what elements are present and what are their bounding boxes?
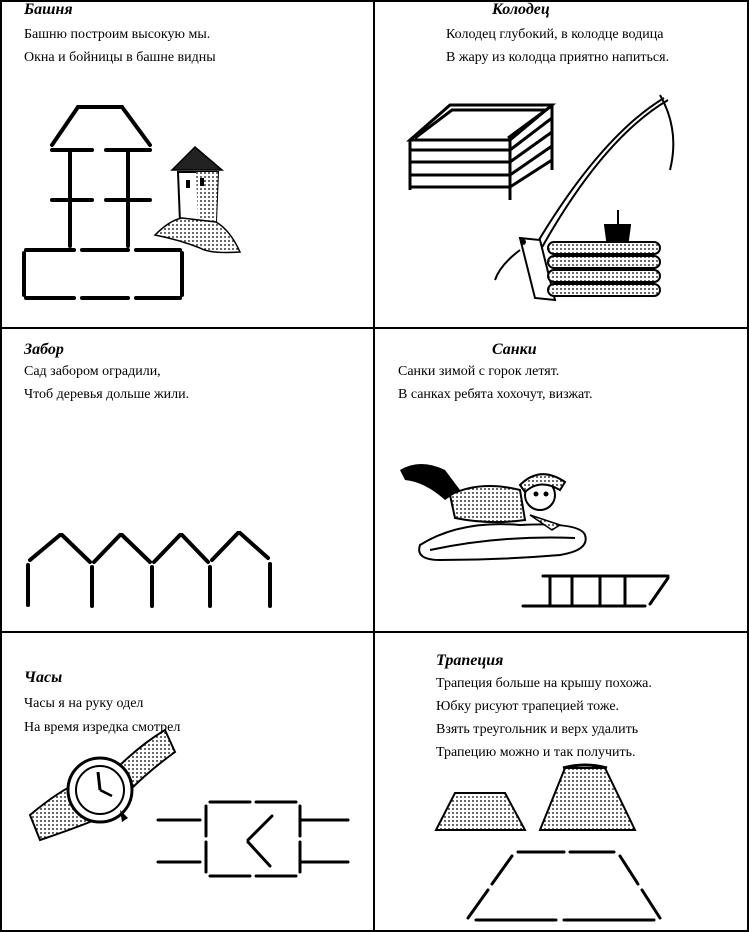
card-title: Колодец xyxy=(492,1,550,18)
card-text-line: Часы я на руку одел xyxy=(24,696,144,711)
card-text-line: Санки зимой с горок летят. xyxy=(398,364,560,379)
card-text-line: Сад забором оградили, xyxy=(24,364,161,379)
card-text-line: Трапецию можно и так получить. xyxy=(436,745,636,760)
card-title: Башня xyxy=(24,1,73,18)
card-text-line: Чтоб деревья дольше жили. xyxy=(24,387,190,402)
card-title: Часы xyxy=(24,669,63,686)
card-text-line: Колодец глубокий, в колодце водица xyxy=(446,27,664,42)
card-text-line: Трапеция больше на крышу похожа. xyxy=(436,676,652,691)
card-text-line: Окна и бойницы в башне видны xyxy=(24,50,216,65)
card-title: Забор xyxy=(24,341,64,358)
card-text-line: На время изредка смотрел xyxy=(24,720,181,735)
card-text-line: Башню построим высокую мы. xyxy=(24,27,211,42)
card-text-line: Взять треугольник и верх удалить xyxy=(436,722,639,737)
card-text-line: В жару из колодца приятно напиться. xyxy=(446,50,670,65)
card-title: Трапеция xyxy=(436,652,504,669)
card-title: Санки xyxy=(492,341,537,358)
card-text-line: В санках ребята хохочут, визжат. xyxy=(398,387,593,402)
card-text-line: Юбку рисуют трапецией тоже. xyxy=(436,699,620,714)
